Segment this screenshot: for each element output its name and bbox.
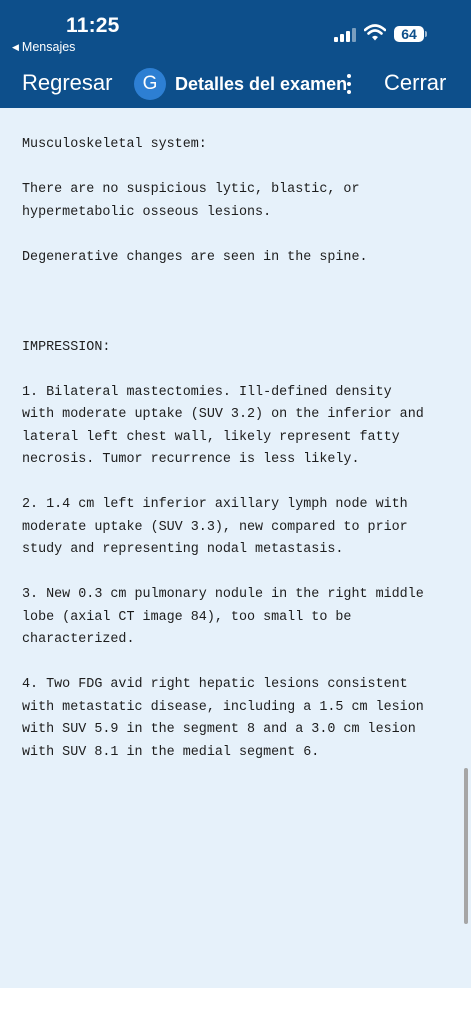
musculoskeletal-finding-2: Degenerative changes are seen in the spine. [22,249,368,265]
report-content[interactable] [0,108,471,988]
page-title: Detalles del examen [175,74,348,94]
avatar[interactable]: G [134,68,166,100]
impression-item-4: 4. Two FDG avid right hepatic lesions consistent with metastatic disease, including a 1.5 cm lesion with SUV 5.9 in the segment 8 and a 3.0 cm lesion with SUV 8.1 in the medial segment 6. [22,677,424,760]
report-text [0,108,471,764]
battery-indicator: 64 [394,26,424,42]
cellular-signal-icon [334,28,358,42]
status-time: 11:25 [66,14,120,37]
impression-item-1: 1. Bilateral mastectomies. Ill-defined density with moderate uptake (SUV 3.2) on the inferior and lateral left chest wall, likely represent fatty necrosis. Tumor recurrence is less likely. [22,384,424,467]
musculoskeletal-heading: Musculoskeletal system: [22,137,207,152]
battery-tip-icon [425,31,427,37]
impression-heading: IMPRESSION: [22,339,111,355]
more-vertical-icon[interactable] [344,72,354,96]
wifi-icon [364,24,386,47]
musculoskeletal-finding-1: There are no suspicious lytic, blastic, or hypermetabolic osseous lesions. [22,182,360,220]
impression-item-3: 3. New 0.3 cm pulmonary nodule in the right middle lobe (axial CT image 84), too small to be characterized. [22,587,424,647]
impression-item-2: 2. 1.4 cm left inferior axillary lymph node with moderate uptake (SUV 3.3), new compared to prior study and representing nodal metastasis. [22,497,408,557]
back-button[interactable]: Regresar [22,70,113,95]
back-app-label: Mensajes [21,40,76,54]
back-to-app-link[interactable] [12,40,75,54]
close-button[interactable]: Cerrar [384,70,447,95]
scrollbar[interactable] [464,768,468,924]
blank-space [22,292,471,337]
app-header [0,0,471,108]
back-triangle-icon: ◀ [12,42,19,52]
